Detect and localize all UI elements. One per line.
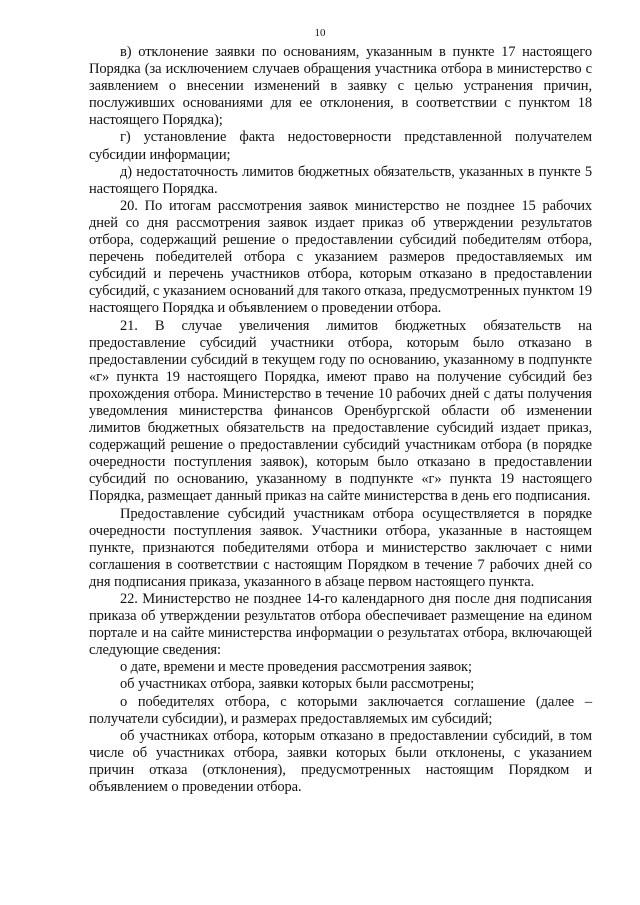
paragraph-item-g: г) установление факта недостоверности представленной получателем субсидии информации; — [89, 129, 592, 163]
list-item-winners: о победителях отбора, с которыми заключается соглашение (далее – получатели субсидии), и размерах предоставляемых им субсидий; — [89, 693, 592, 727]
paragraph-item-v: в) отклонение заявки по основаниям, указанным в пункте 17 настоящего Порядка (за исключением случаев обращения участника отбора в министерство с заявлением о внесении изменений в заявку с целью устранения причин, послуживших основаниями для ее отклонения, в соответствии с пунктом 18 настоящего Порядка); — [89, 44, 592, 129]
paragraph-clause-21: 21. В случае увеличения лимитов бюджетных обязательств на предоставление субсидий участники отбора, которым было отказано в предоставлении субсидий в текущем году по основанию, указанному в подпункте «г» пункта 19 настоящего Порядка, имеют право на получение субсидий без прохождения отбора. Министерство в течение 10 рабочих дней с даты получения уведомления министерства финансов Оренбургской области об изменении лимитов бюджетных обязательств на предоставление субсидий издает приказ, содержащий решение о предоставлении субсидий участникам отбора (в порядке очередности поступления заявок), которым было отказано в предоставлении субсидий по основанию, указанному в подпункте «г» пункта 19 настоящего Порядка, размещает данный приказ на сайте министерства в день его подписания. — [89, 317, 592, 505]
list-item-review-date: о дате, времени и месте проведения рассмотрения заявок; — [120, 659, 472, 676]
page-number: 10 — [314, 27, 326, 39]
paragraph-clause-22: 22. Министерство не позднее 14-го календарного дня после дня подписания приказа об утверждении результатов отбора обеспечивает размещение на едином портале и на сайте министерства информации о результатах отбора, включающей следующие сведения: — [89, 591, 592, 659]
list-item-rejected-participants: об участниках отбора, которым отказано в предоставлении субсидий, в том числе об участниках отбора, заявки которых были отклонены, с указанием причин отказа (отклонения), предусмотренных настоящим Порядком и объявлением о проведении отбора. — [89, 727, 592, 796]
paragraph-clause-20: 20. По итогам рассмотрения заявок министерство не позднее 15 рабочих дней со дня рассмотрения заявок издает приказ об утверждении результатов отбора, содержащий решение о предоставлении субсидий победителям отбора, перечень победителей отбора с указанием размеров предоставляемых им субсидий и перечень участников отбора, которым отказано в предоставлении субсидий, с указанием оснований для такого отказа, предусмотренных пунктом 19 настоящего Порядка и объявлением о проведении отбора. — [89, 197, 592, 317]
document-body — [89, 44, 592, 796]
paragraph-item-d: д) недостаточность лимитов бюджетных обязательств, указанных в пункте 5 настоящего Порядка. — [89, 163, 592, 197]
paragraph-clause-21-continued: Предоставление субсидий участникам отбора осуществляется в порядке очередности поступления заявок. Участники отбора, указанные в настоящем пункте, признаются победителями отбора и министерство заключает с ними соглашения в соответствии с настоящим Порядком в течение 7 рабочих дней со дня подписания приказа, указанного в абзаце первом настоящего пункта. — [89, 505, 592, 590]
list-item-reviewed-participants: об участниках отбора, заявки которых были рассмотрены; — [120, 676, 475, 693]
